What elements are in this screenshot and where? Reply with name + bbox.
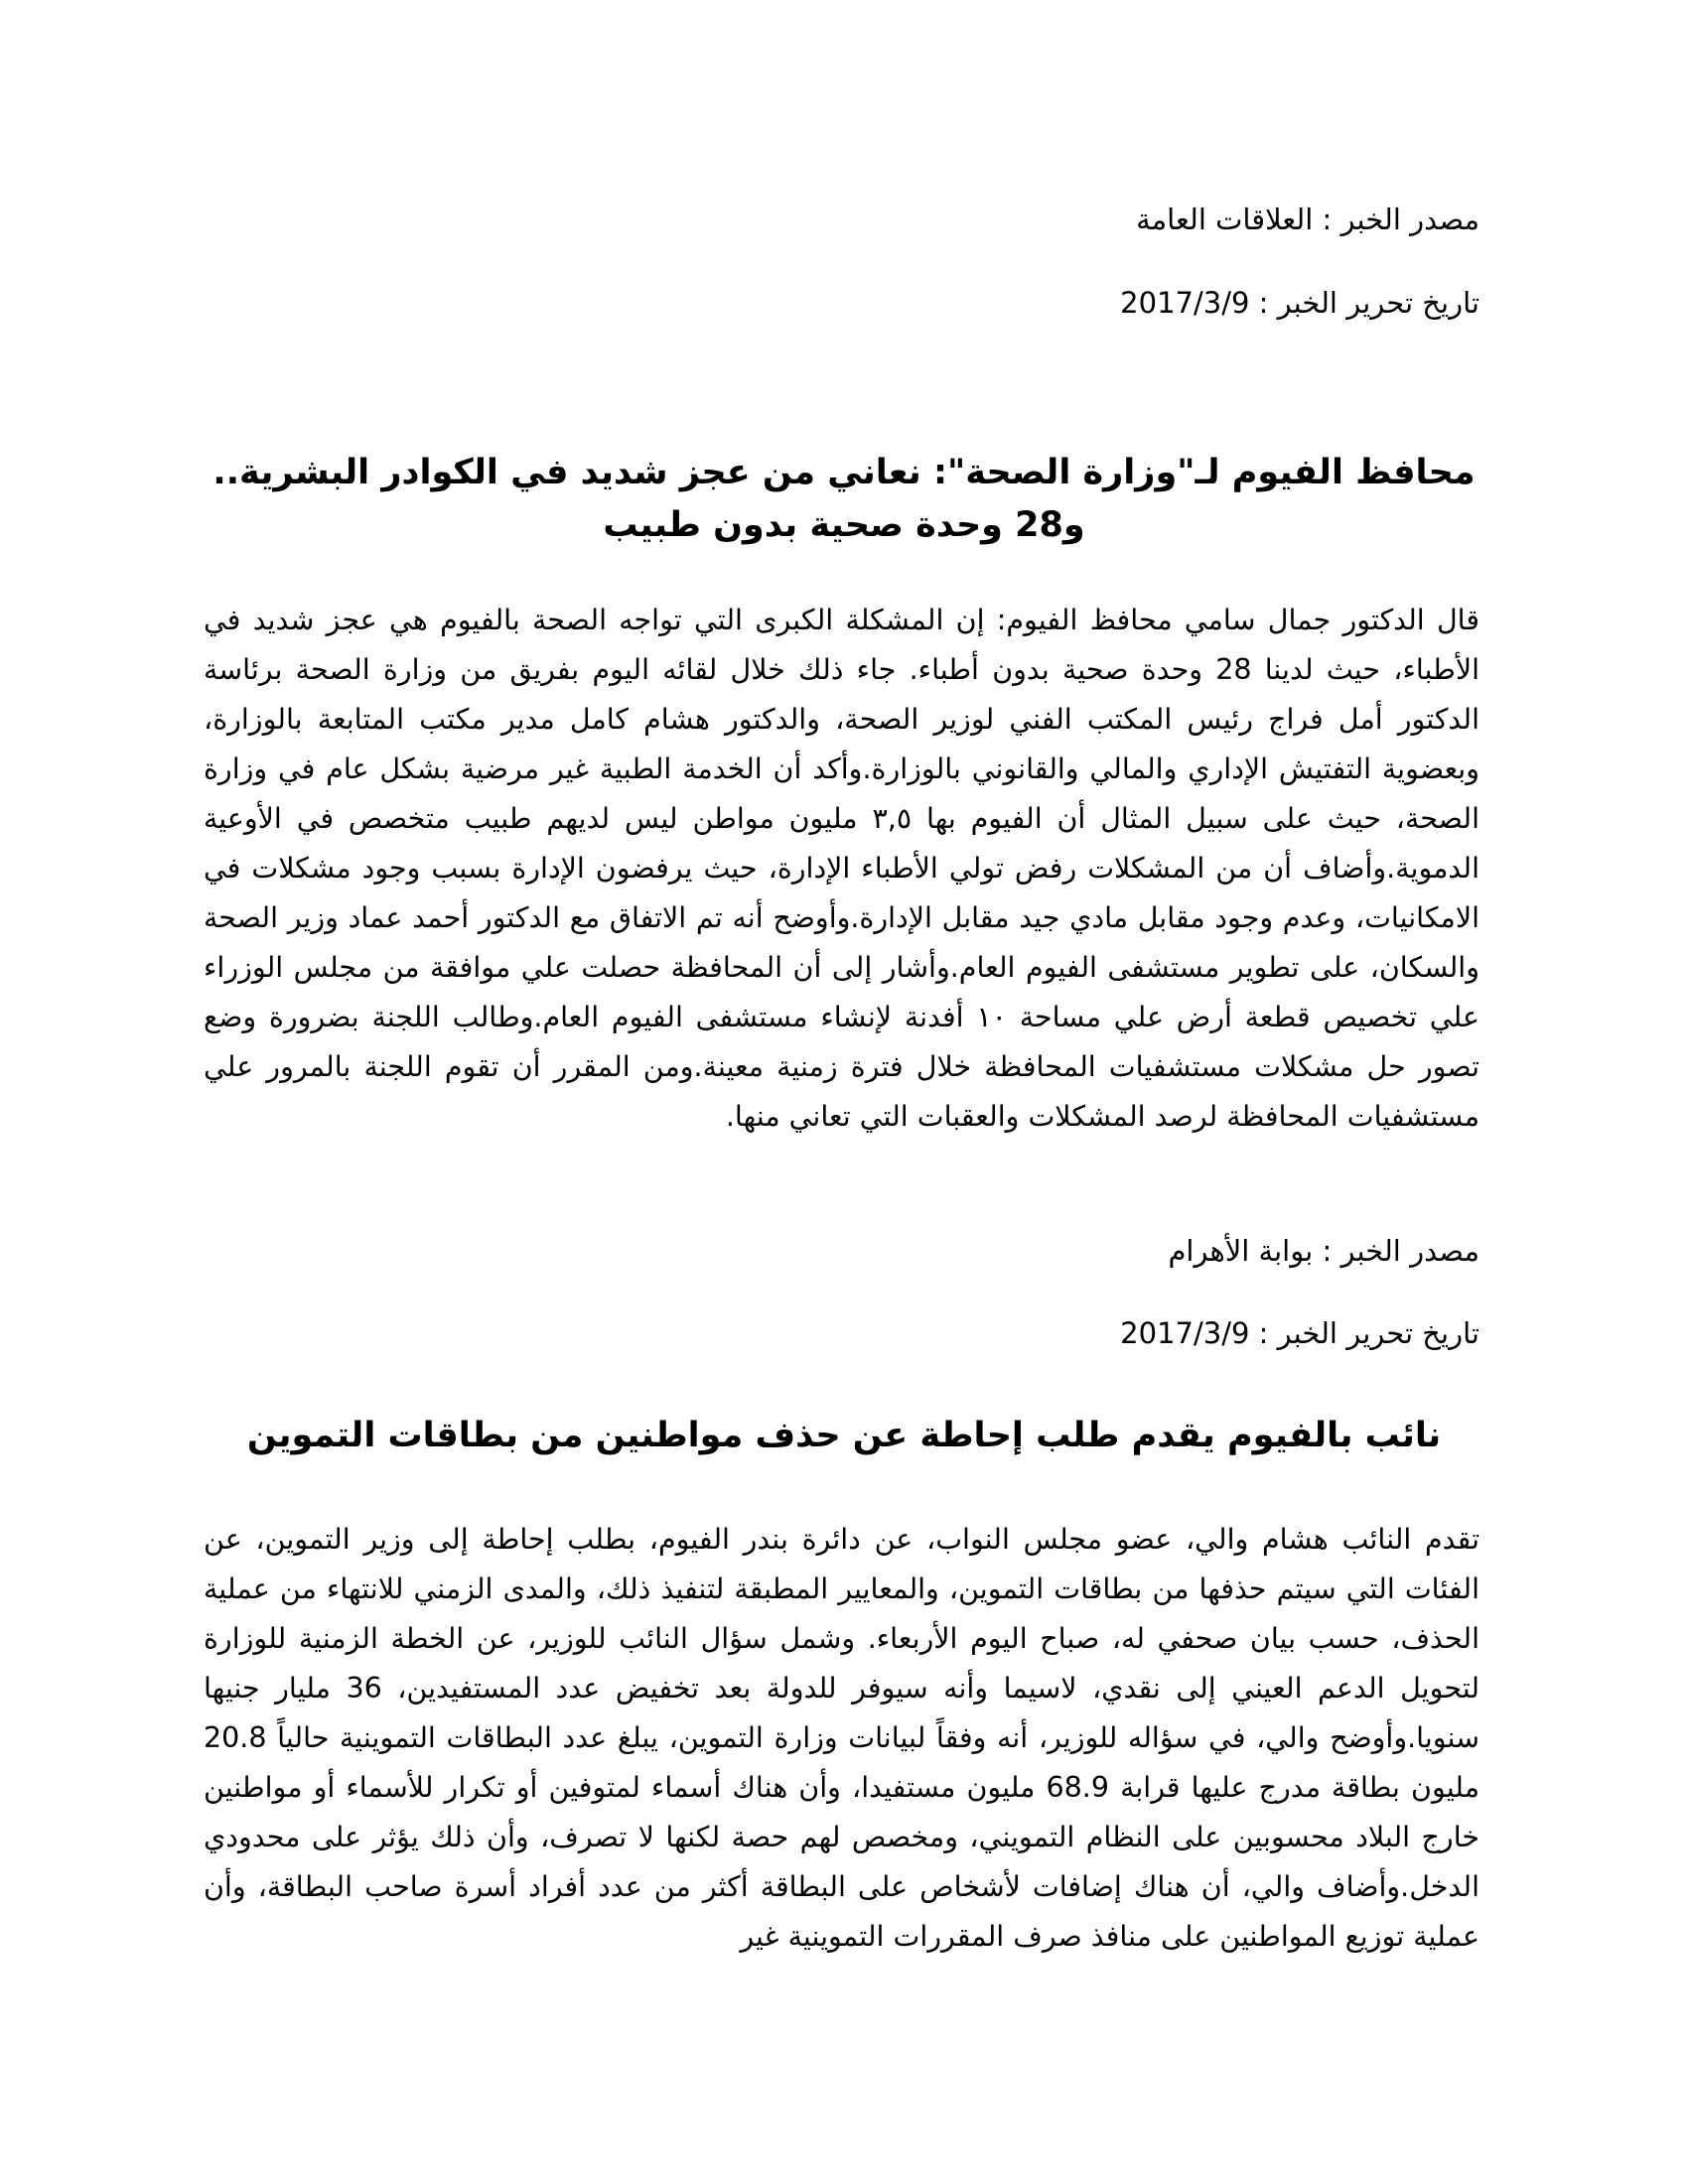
article-body: قال الدكتور جمال سامي محافظ الفيوم: إن المشكلة الكبرى التي تواجه الصحة بالفيوم هي عجز شديد في الأطباء، حيث لدينا 28 وحدة صحية بدون أطباء. جاء ذلك خلال لقائه اليوم بفريق من وزارة الصحة برئاسة الدكتور أمل فراج رئيس المكتب الفني لوزير الصحة، والدكتور هشام كامل مدير مكتب المتابعة بالوزارة، وبعضوية التفتيش الإداري والمالي والقانوني بالوزارة.وأكد أن الخدمة الطبية غير مرضية بشكل عام في وزارة الصحة، حيث على سبيل المثال أن الفيوم بها ٣,٥ مليون مواطن ليس لديهم طبيب متخصص في الأوعية الدموية.وأضاف أن من المشكلات رفض تولي الأطباء الإدارة، حيث يرفضون الإدارة بسبب وجود مشكلات في الامكانيات، وعدم وجود مقابل مادي جيد مقابل الإدارة.وأوضح أنه تم الاتفاق مع الدكتور أحمد عماد وزير الصحة والسكان، على تطوير مستشفى الفيوم العام.وأشار إلى أن المحافظة حصلت علي موافقة من مجلس الوزراء علي تخصيص قطعة أرض علي مساحة ١٠ أفدنة لإنشاء مستشفى الفيوم العام.وطالب اللجنة بضرورة وضع تصور حل مشكلات مستشفيات المحافظة خلال فترة زمنية معينة.ومن المقرر أن تقوم اللجنة بالمرور علي مستشفيات المحافظة لرصد المشكلات والعقبات التي تعاني منها. (204, 604, 1479, 1133)
headline-line-1: محافظ الفيوم لـ"وزارة الصحة": نعاني من عجز شديد في الكوادر البشرية.. (212, 453, 1476, 492)
headline-line-2: و28 وحدة صحية بدون طبيب (603, 505, 1085, 545)
article-headline (199, 447, 1489, 552)
news-source: مصدر الخبر : العلاقات العامة (1136, 203, 1479, 236)
news-source: مصدر الخبر : بوابة الأهرام (1168, 1234, 1479, 1268)
article-headline: نائب بالفيوم يقدم طلب إحاطة عن حذف مواطنين من بطاقات التموين (246, 1416, 1442, 1455)
news-date: تاريخ تحرير الخبر : 2017/3/9 (1120, 286, 1479, 320)
article-body: تقدم النائب هشام والي، عضو مجلس النواب، عن دائرة بندر الفيوم، بطلب إحاطة إلى وزير التموين، عن الفئات التي سيتم حذفها من بطاقات التموين، والمعايير المطبقة لتنفيذ ذلك، والمدى الزمني للانتهاء من عملية الحذف، حسب بيان صحفي له، صباح اليوم الأربعاء. وشمل سؤال النائب للوزير، عن الخطة الزمنية للوزارة لتحويل الدعم العيني إلى نقدي، لاسيما وأنه سيوفر للدولة بعد تخفيض عدد المستفيدين، 36 مليار جنيها سنويا.وأوضح والي، في سؤاله للوزير، أنه وفقاً لبيانات وزارة التموين، يبلغ عدد البطاقات التموينية حالياً 20.8 مليون بطاقة مدرج عليها قرابة 68.9 مليون مستفيدا، وأن هناك أسماء لمتوفين أو تكرار للأسماء أو مواطنين خارج البلاد محسوبين على النظام التمويني، ومخصص لهم حصة لكنها لا تصرف، وأن ذلك يؤثر على محدودي الدخل.وأضاف والي، أن هناك إضافات لأشخاص على البطاقة أكثر من عدد أفراد أسرة صاحب البطاقة، وأن عملية توزيع المواطنين على منافذ صرف المقررات التموينية غير (204, 1523, 1479, 1953)
news-date: تاريخ تحرير الخبر : 2017/3/9 (1120, 1316, 1479, 1350)
